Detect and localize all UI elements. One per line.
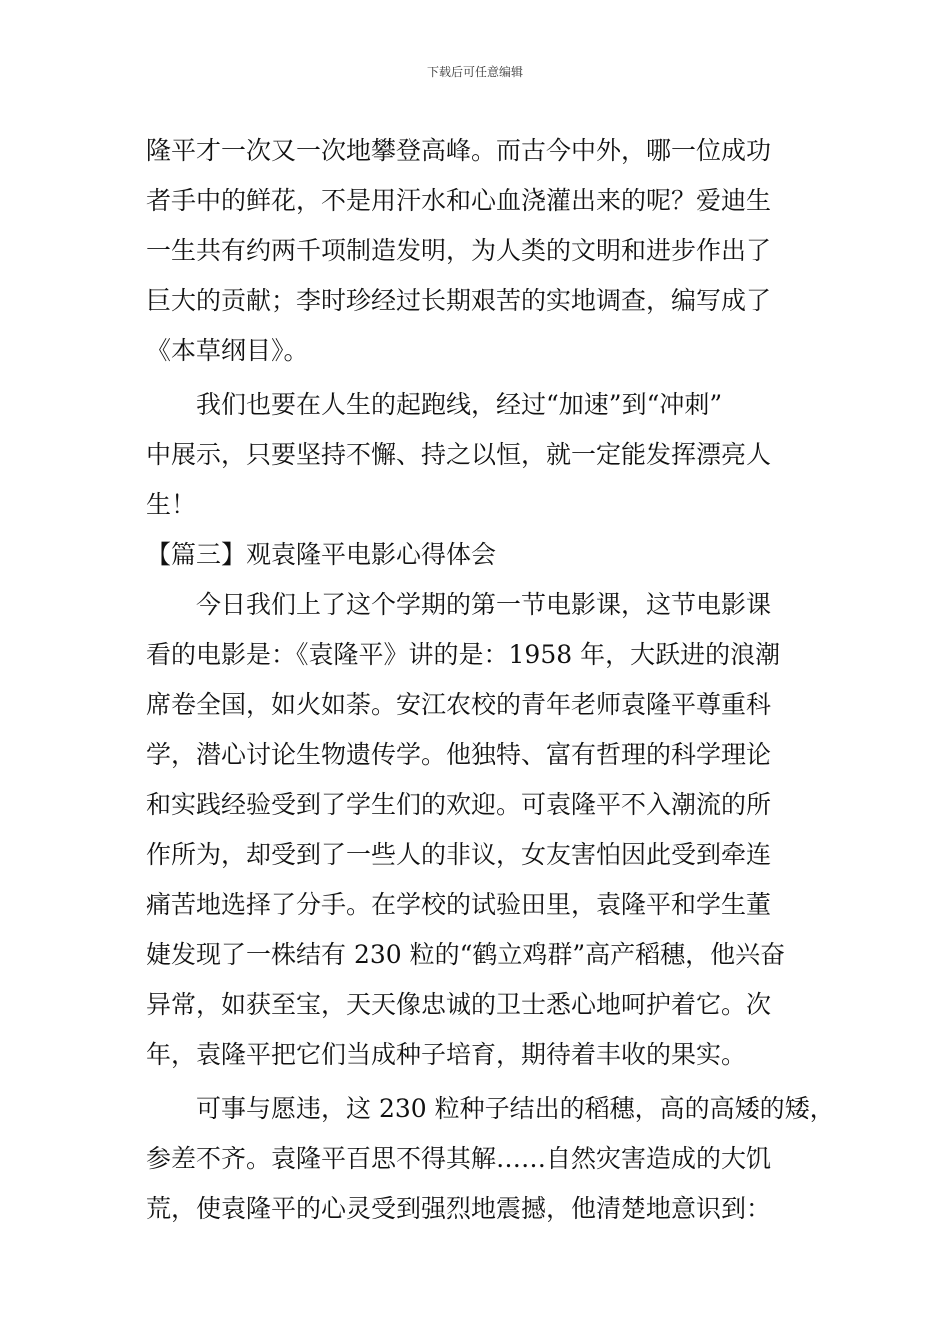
section-heading: 【篇三】观袁隆平电影心得体会 (146, 540, 497, 569)
text-line: 中展示，只要坚持不懈、持之以恒，就一定能发挥漂亮人 (146, 440, 772, 469)
paragraph-start: 我们也要在人生的起跑线，经过“加速”到“冲刺” (196, 390, 723, 419)
text-line: 一生共有约两千项制造发明，为人类的文明和进步作出了 (146, 236, 772, 265)
document-body (146, 126, 835, 1234)
text-line: 看的电影是：《袁隆平》讲的是：1958 年，大跃进的浪潮 (146, 640, 781, 669)
text-line: 异常，如获至宝，天天像忠诚的卫士悉心地呵护着它。次 (146, 990, 772, 1019)
text-line: 荒，使袁隆平的心灵受到强烈地震撼，他清楚地意识到： (146, 1194, 772, 1223)
text-line: 婕发现了一株结有 230 粒的“鹤立鸡群”高产稻穗，他兴奋 (146, 940, 786, 969)
text-line: 学，潜心讨论生物遗传学。他独特、富有哲理的科学理论 (146, 740, 772, 769)
text-line: 巨大的贡献；李时珍经过长期艰苦的实地调查，编写成了 (146, 286, 772, 315)
text-line: 者手中的鲜花，不是用汗水和心血浇灌出来的呢？爱迪生 (146, 186, 772, 215)
text-line: 参差不齐。袁隆平百思不得其解……自然灾害造成的大饥 (146, 1144, 772, 1173)
paragraph-start: 可事与愿违，这 230 粒种子结出的稻穗，高的高矮的矮， (196, 1094, 835, 1123)
text-line: 《本草纲目》。 (146, 336, 309, 365)
text-line: 生！ (146, 490, 197, 519)
page-header: 下载后可任意编辑 (426, 65, 523, 79)
text-line: 作所为，却受到了一些人的非议，女友害怕因此受到牵连 (146, 840, 772, 869)
text-line: 痛苦地选择了分手。在学校的试验田里，袁隆平和学生董 (146, 890, 772, 919)
text-line: 席卷全国，如火如荼。安江农校的青年老师袁隆平尊重科 (146, 690, 772, 719)
text-line: 年，袁隆平把它们当成种子培育，期待着丰收的果实。 (146, 1040, 747, 1069)
text-line: 和实践经验受到了学生们的欢迎。可袁隆平不入潮流的所 (146, 790, 772, 819)
paragraph-start: 今日我们上了这个学期的第一节电影课，这节电影课 (196, 590, 772, 619)
text-line: 隆平才一次又一次地攀登高峰。而古今中外，哪一位成功 (146, 136, 772, 165)
